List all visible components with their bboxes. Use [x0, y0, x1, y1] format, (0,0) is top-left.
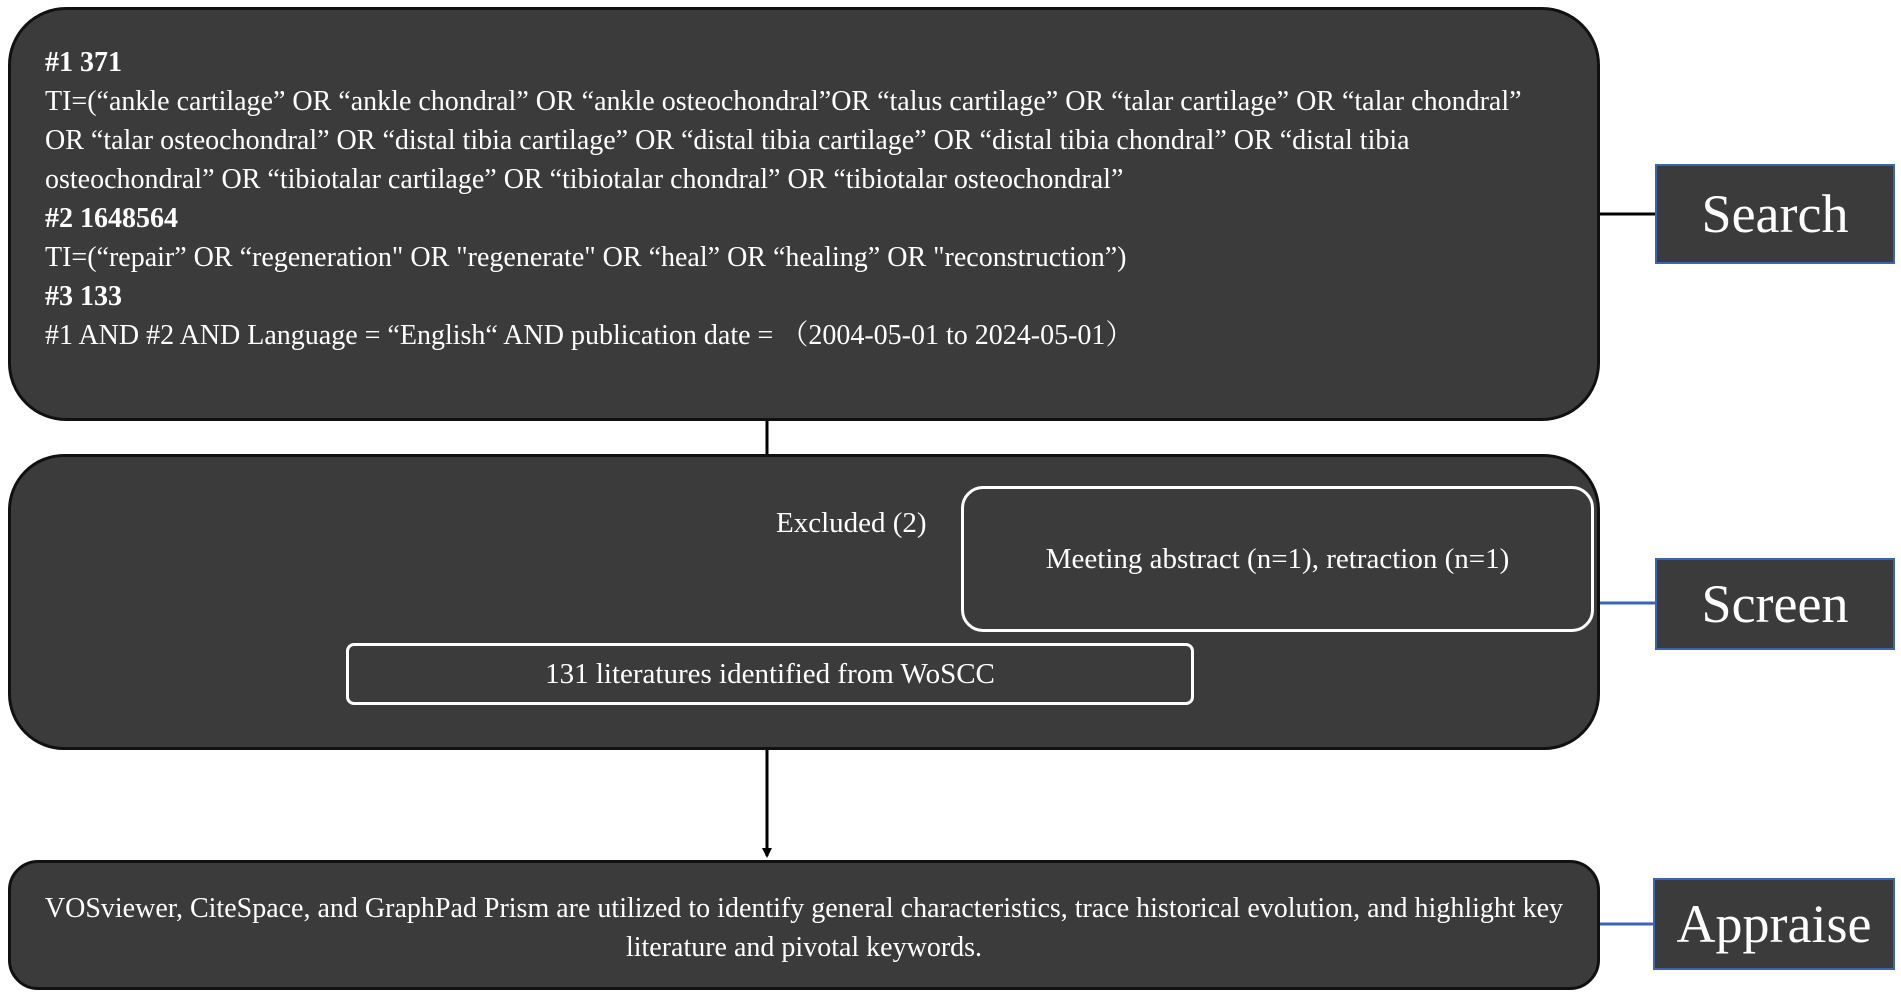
appraise-panel — [8, 860, 1600, 990]
query-2-body: TI=(“repair” OR “regeneration" OR "regenerate" OR “heal” OR “healing” OR "reconstruction”) — [45, 242, 1127, 273]
search-query-text — [45, 43, 1567, 355]
query-1-heading: #1 371 — [45, 47, 122, 78]
stage-label-search: Search — [1655, 164, 1895, 264]
identified-literature-box — [346, 643, 1194, 705]
search-panel — [8, 7, 1600, 421]
query-2-heading: #2 1648564 — [45, 203, 178, 234]
stage-label-screen: Screen — [1655, 558, 1895, 650]
screen-panel — [8, 454, 1600, 750]
query-1-body: TI=(“ankle cartilage” OR “ankle chondral” OR “ankle osteochondral”OR “talus cartilage” OR “talar cartilage” OR “talar chondral” OR “talar osteochondral” OR “distal tibia cartilage” OR “distal tibia cartilage” OR “distal tibia chondral” OR “distal tibia osteochondral” OR “tibiotalar cartilage” OR “tibiotalar chondral” OR “tibiotalar osteochondral” — [45, 86, 1522, 195]
exclusion-detail-text: Meeting abstract (n=1), retraction (n=1) — [1045, 542, 1510, 575]
excluded-count-label: Excluded (2) — [776, 507, 927, 539]
exclusion-detail-box — [961, 486, 1594, 632]
query-3-body: #1 AND #2 AND Language = “English“ AND publication date = （2004-05-01 to 2024-05-01） — [45, 320, 1134, 351]
stage-label-appraise: Appraise — [1653, 878, 1895, 970]
identified-literature-text: 131 literatures identified from WoSCC — [545, 657, 995, 690]
query-3-heading: #3 133 — [45, 281, 122, 312]
appraise-description: VOSviewer, CiteSpace, and GraphPad Prism are utilized to identify general characteristics, trace historical evolution, and highlight key literature and pivotal keywords. — [44, 893, 1564, 963]
